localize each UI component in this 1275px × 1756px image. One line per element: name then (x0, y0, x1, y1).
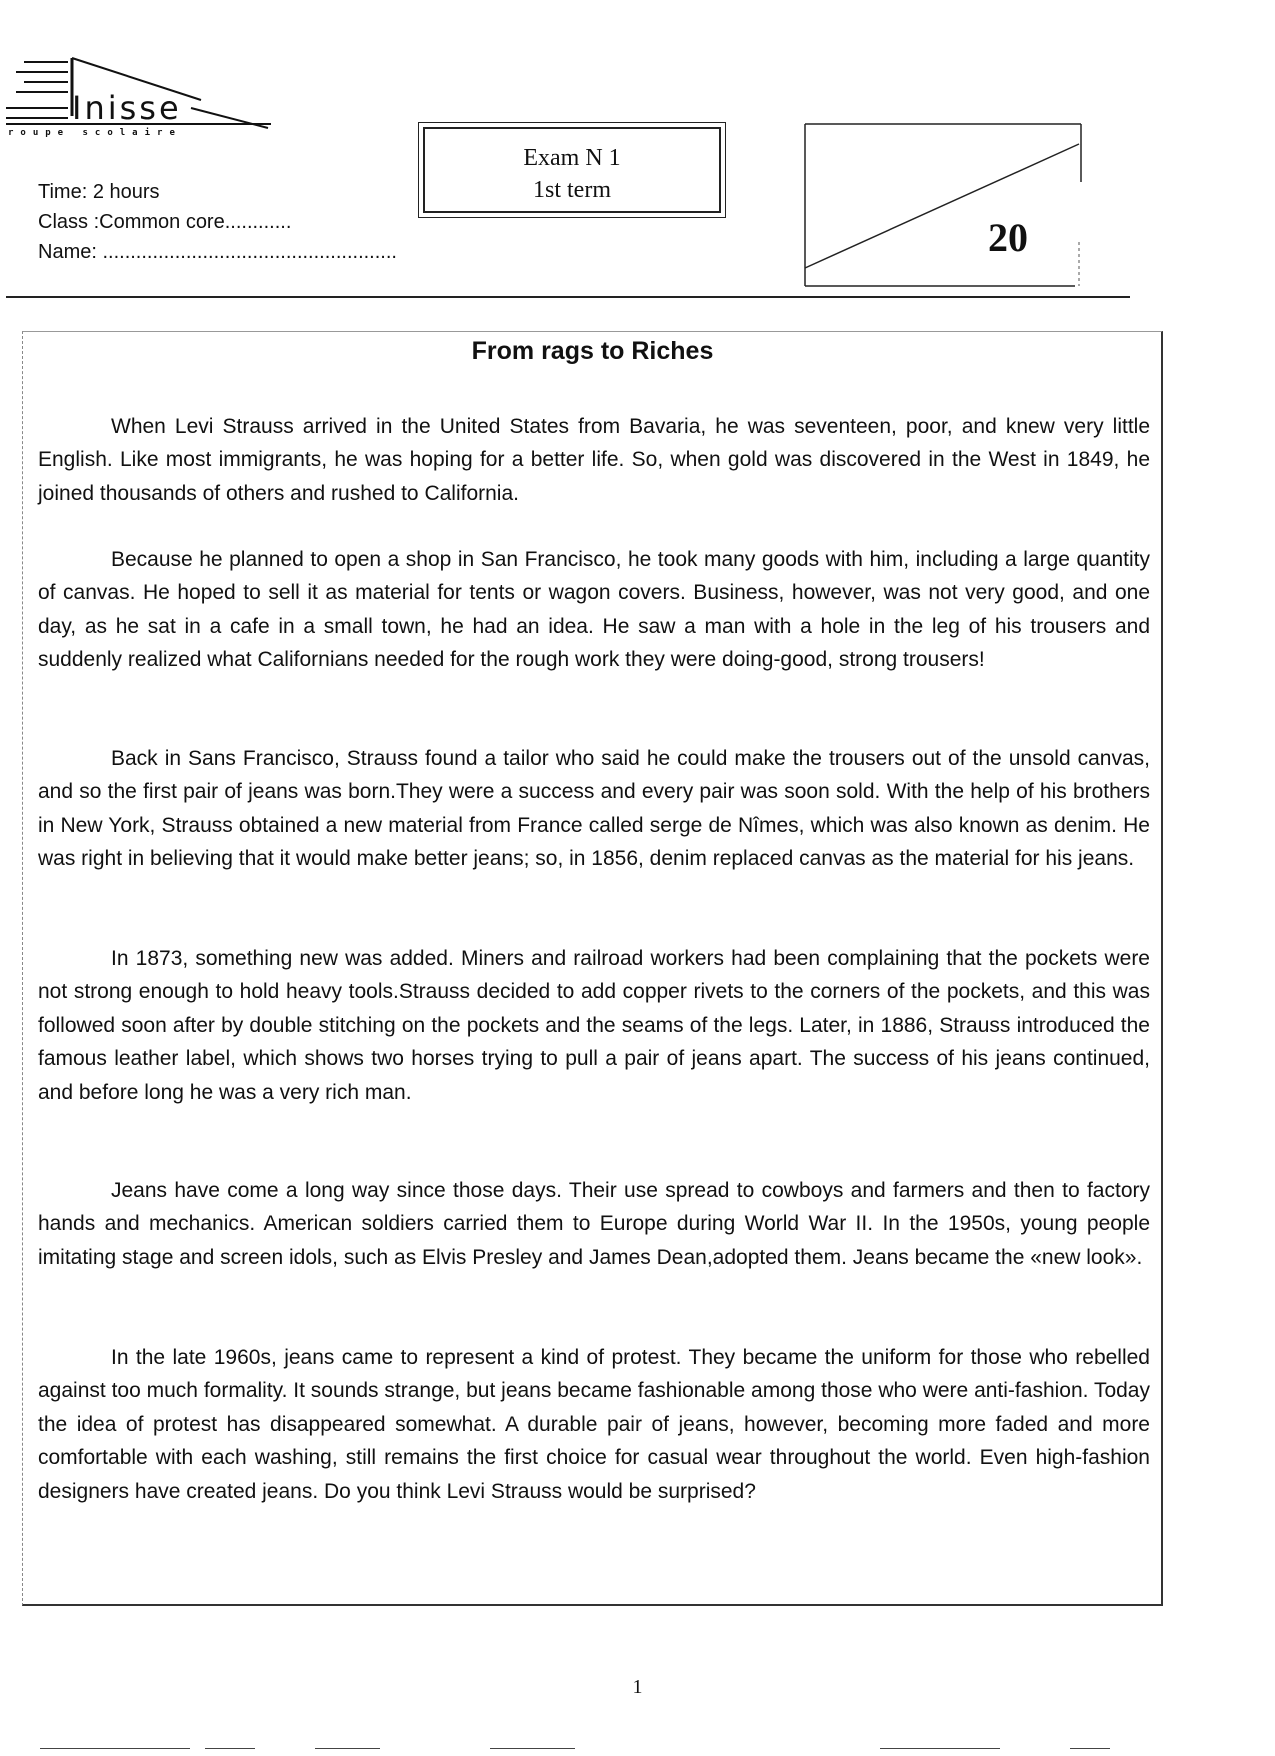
class-field: Class :Common core............ (38, 211, 292, 233)
passage-paragraph: In 1873, something new was added. Miners and railroad workers had been complaining that the pockets were not strong enough to hold heavy tools.Strauss decided to add copper rivets to the corners of the pockets, and this was followed soon after by double stitching on the pockets and the seams of the legs. Later, in 1886, Strauss introduced the famous leather label, which shows two horses trying to pull a pair of jeans apart. The success of his jeans continued, and before long he was a very rich man. (38, 947, 1150, 1104)
logo-brand-text: Inisse (72, 89, 182, 127)
footer-rule (880, 1748, 1000, 1749)
passage-paragraph: Because he planned to open a shop in San Francisco, he took many goods with him, including a large quantity of canvas. He hoped to sell it as material for tents or wagon covers. Business, however, was not very good, and one day, as he sat in a cafe in a small town, he had an idea. He saw a man with a hole in the leg of his trousers and suddenly realized what Californians needed for the rough work they were doing-good, strong trousers! (38, 548, 1150, 672)
passage-paragraph: When Levi Strauss arrived in the United States from Bavaria, he was seventeen, poor, and knew very little English. Like most immigrants, he was hoping for a better life. So, when gold was discovered in the West in 1849, he joined thousands of others and rushed to California. (38, 415, 1150, 505)
page-number: 1 (632, 1676, 643, 1698)
passage-paragraph: In the late 1960s, jeans came to represent a kind of protest. They became the uniform for those who rebelled against too much formality. It sounds strange, but jeans became fashionable among those who were anti-fashion. Today the idea of protest has disappeared somewhat. A durable pair of jeans, however, becoming more faded and more comfortable with each washing, still remains the first choice for casual wear throughout the world. Even high-fashion designers have created jeans. Do you think Levi Strauss would be surprised? (38, 1346, 1150, 1503)
footer-rule (205, 1748, 255, 1749)
score-total: 20 (988, 215, 1028, 260)
footer-rule (1070, 1748, 1110, 1749)
exam-title: Exam N 1 (523, 145, 621, 171)
exam-header-box (418, 122, 726, 218)
footer-rule (490, 1748, 575, 1749)
score-box (803, 122, 1083, 288)
passage-title: From rags to Riches (471, 337, 714, 365)
footer-rule (40, 1748, 190, 1749)
exam-duration: Time: 2 hours (38, 181, 160, 203)
logo-tagline: roupe scolaire (8, 128, 182, 138)
exam-term: 1st term (533, 177, 611, 203)
passage-paragraph: Back in Sans Francisco, Strauss found a tailor who said he could make the trousers out of the unsold canvas, and so the first pair of jeans was born.They were a success and every pair was soon sold. With the help of his brothers in New York, Strauss obtained a new material from France called serge de Nîmes, which was also known as denim. He was right in believing that it would make better jeans; so, in 1856, denim replaced canvas as the material for his jeans. (38, 747, 1150, 871)
footer-rule (315, 1748, 380, 1749)
score-box-frame-icon (803, 122, 1083, 288)
passage-paragraph: Jeans have come a long way since those days. Their use spread to cowboys and farmers and then to factory hands and mechanics. American soldiers carried them to Europe during World War II. In the 1950s, young people imitating stage and screen idols, such as Elvis Presley and James Dean,adopted them. Jeans became the «new look». (38, 1179, 1150, 1269)
header-divider (6, 296, 1130, 298)
name-field: Name: ..................................................... (38, 241, 397, 263)
